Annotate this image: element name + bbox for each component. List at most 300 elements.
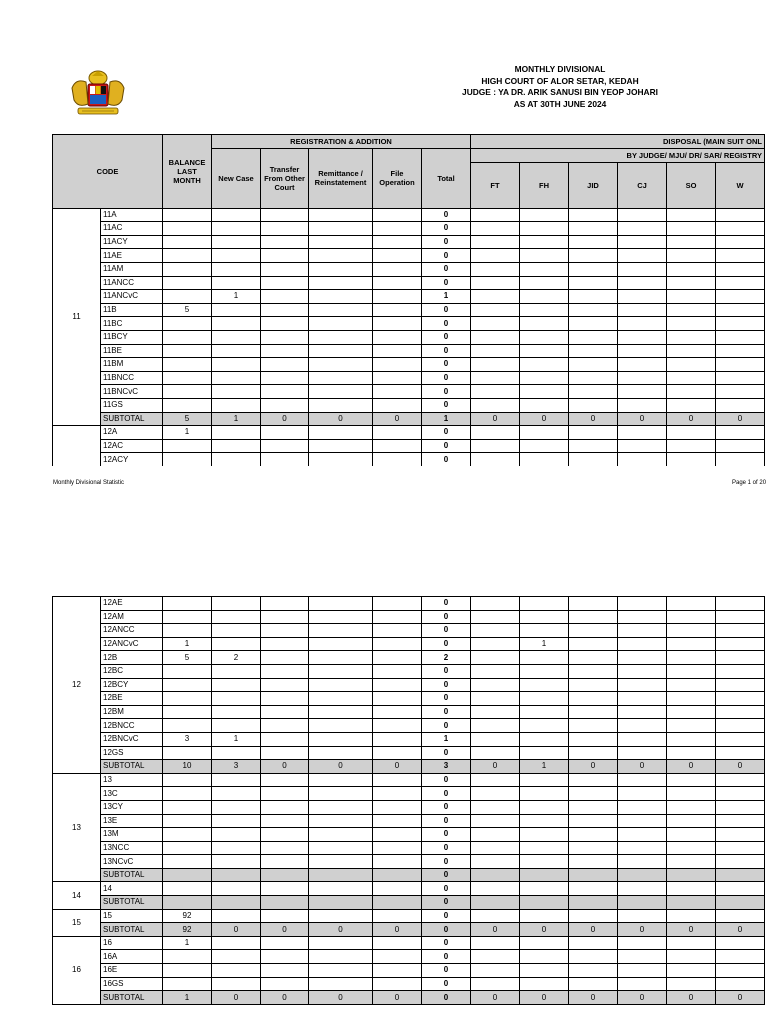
value-cell <box>618 814 667 828</box>
value-cell <box>716 276 765 290</box>
table-row <box>53 439 765 453</box>
total-cell: 0 <box>422 222 471 236</box>
value-cell <box>569 651 618 665</box>
value-cell <box>309 344 373 358</box>
value-cell <box>716 610 765 624</box>
value-cell <box>471 828 520 842</box>
value-cell <box>373 276 422 290</box>
value-cell <box>520 330 569 344</box>
total-cell: 0 <box>422 330 471 344</box>
value-cell <box>163 222 212 236</box>
value-cell <box>212 426 261 440</box>
code-cell: 11ACY <box>101 235 163 249</box>
total-cell: 0 <box>422 439 471 453</box>
table-row <box>53 705 765 719</box>
value-cell <box>716 208 765 222</box>
value-cell <box>667 692 716 706</box>
report-page-2 <box>0 596 768 1024</box>
value-cell <box>261 222 309 236</box>
code-cell: 11BM <box>101 358 163 372</box>
value-cell <box>309 787 373 801</box>
value-cell <box>309 950 373 964</box>
value-cell <box>471 371 520 385</box>
value-cell <box>716 371 765 385</box>
header-fh: FH <box>520 162 569 208</box>
value-cell <box>667 371 716 385</box>
value-cell <box>163 977 212 991</box>
table-viewport-1[interactable] <box>0 0 768 466</box>
value-cell <box>667 787 716 801</box>
value-cell <box>471 719 520 733</box>
value-cell <box>309 371 373 385</box>
value-cell <box>163 664 212 678</box>
value-cell <box>716 597 765 611</box>
code-cell: 13M <box>101 828 163 842</box>
value-cell <box>471 222 520 236</box>
value-cell <box>261 882 309 896</box>
value-cell: 92 <box>163 909 212 923</box>
value-cell <box>471 773 520 787</box>
value-cell <box>261 235 309 249</box>
value-cell <box>471 964 520 978</box>
value-cell <box>373 664 422 678</box>
title-line-3: JUDGE : YA DR. ARIK SANUSI BIN YEOP JOHARI <box>462 87 658 98</box>
value-cell <box>471 909 520 923</box>
value-cell <box>667 868 716 882</box>
value-cell <box>471 453 520 466</box>
header-disposal-sub: BY JUDGE/ MJU/ DR/ SAR/ REGISTRY <box>471 149 765 163</box>
total-cell: 0 <box>422 977 471 991</box>
code-cell: 12B <box>101 651 163 665</box>
table-body-page-1 <box>53 208 765 466</box>
report-page-1 <box>0 0 768 500</box>
code-cell: 12AM <box>101 610 163 624</box>
value-cell <box>163 882 212 896</box>
code-cell: 12BNCC <box>101 719 163 733</box>
total-cell: 0 <box>422 964 471 978</box>
value-cell <box>716 678 765 692</box>
value-cell <box>618 977 667 991</box>
value-cell <box>667 385 716 399</box>
value-cell <box>716 249 765 263</box>
value-cell: 0 <box>309 923 373 937</box>
value-cell <box>667 637 716 651</box>
value-cell <box>163 610 212 624</box>
header-jid: JID <box>569 162 618 208</box>
value-cell <box>163 398 212 412</box>
value-cell <box>212 964 261 978</box>
value-cell <box>569 358 618 372</box>
table-row <box>53 664 765 678</box>
code-cell: 11ANCvC <box>101 290 163 304</box>
table-row <box>53 800 765 814</box>
group-code-cell <box>53 426 101 466</box>
group-code-cell: 12 <box>53 597 101 774</box>
code-cell: 12GS <box>101 746 163 760</box>
value-cell: 1 <box>163 637 212 651</box>
value-cell <box>520 276 569 290</box>
subtotal-row <box>53 896 765 910</box>
value-cell <box>309 705 373 719</box>
value-cell <box>373 385 422 399</box>
value-cell <box>618 746 667 760</box>
total-cell: 0 <box>422 624 471 638</box>
value-cell <box>309 439 373 453</box>
value-cell <box>716 262 765 276</box>
value-cell <box>569 977 618 991</box>
value-cell <box>309 208 373 222</box>
group-code-cell: 13 <box>53 773 101 882</box>
value-cell <box>212 385 261 399</box>
value-cell <box>212 950 261 964</box>
value-cell <box>261 398 309 412</box>
value-cell <box>520 896 569 910</box>
value-cell <box>618 453 667 466</box>
value-cell <box>618 732 667 746</box>
value-cell <box>212 868 261 882</box>
value-cell <box>309 290 373 304</box>
value-cell <box>309 841 373 855</box>
value-cell <box>569 330 618 344</box>
value-cell <box>471 303 520 317</box>
value-cell <box>309 597 373 611</box>
value-cell <box>163 746 212 760</box>
value-cell <box>667 624 716 638</box>
total-cell: 0 <box>422 746 471 760</box>
table-row <box>53 651 765 665</box>
value-cell <box>618 964 667 978</box>
value-cell <box>163 385 212 399</box>
table-row <box>53 719 765 733</box>
value-cell <box>261 814 309 828</box>
code-cell: 11BCY <box>101 330 163 344</box>
value-cell <box>212 692 261 706</box>
code-cell: 11BNCvC <box>101 385 163 399</box>
value-cell: 0 <box>569 923 618 937</box>
value-cell <box>569 624 618 638</box>
code-cell: 11A <box>101 208 163 222</box>
value-cell: 1 <box>212 412 261 426</box>
value-cell <box>520 235 569 249</box>
value-cell <box>618 290 667 304</box>
value-cell <box>261 317 309 331</box>
value-cell <box>569 371 618 385</box>
value-cell <box>471 262 520 276</box>
value-cell <box>163 692 212 706</box>
value-cell <box>373 235 422 249</box>
value-cell <box>212 828 261 842</box>
table-row <box>53 787 765 801</box>
table-row <box>53 276 765 290</box>
total-cell: 0 <box>422 909 471 923</box>
value-cell <box>618 637 667 651</box>
value-cell <box>520 303 569 317</box>
value-cell <box>163 896 212 910</box>
value-cell <box>618 705 667 719</box>
total-cell: 0 <box>422 276 471 290</box>
value-cell: 0 <box>261 923 309 937</box>
value-cell <box>520 705 569 719</box>
value-cell <box>373 692 422 706</box>
value-cell <box>373 317 422 331</box>
value-cell <box>212 398 261 412</box>
value-cell <box>309 692 373 706</box>
value-cell <box>569 317 618 331</box>
table-row <box>53 610 765 624</box>
value-cell: 3 <box>212 760 261 774</box>
value-cell <box>309 262 373 276</box>
value-cell: 0 <box>716 412 765 426</box>
value-cell: 0 <box>471 412 520 426</box>
value-cell <box>569 276 618 290</box>
value-cell <box>212 678 261 692</box>
table-row <box>53 208 765 222</box>
value-cell <box>520 773 569 787</box>
code-cell: 13NCC <box>101 841 163 855</box>
value-cell <box>261 624 309 638</box>
value-cell <box>618 371 667 385</box>
value-cell <box>569 235 618 249</box>
code-cell: 15 <box>101 909 163 923</box>
value-cell <box>716 358 765 372</box>
header-code: CODE <box>53 135 163 209</box>
value-cell <box>309 610 373 624</box>
value-cell <box>716 235 765 249</box>
code-cell: 12BNCvC <box>101 732 163 746</box>
group-code-cell: 14 <box>53 882 101 909</box>
total-cell: 0 <box>422 800 471 814</box>
value-cell <box>261 705 309 719</box>
value-cell <box>618 719 667 733</box>
value-cell <box>569 814 618 828</box>
group-code-cell: 15 <box>53 909 101 936</box>
value-cell <box>373 841 422 855</box>
total-cell: 0 <box>422 787 471 801</box>
value-cell <box>261 664 309 678</box>
header-total: Total <box>422 149 471 209</box>
total-cell: 0 <box>422 868 471 882</box>
value-cell <box>261 977 309 991</box>
code-cell: 13C <box>101 787 163 801</box>
value-cell <box>212 276 261 290</box>
footer-label: Monthly Divisional Statistic <box>53 480 125 486</box>
value-cell <box>667 317 716 331</box>
value-cell <box>163 828 212 842</box>
value-cell <box>569 664 618 678</box>
total-cell: 0 <box>422 385 471 399</box>
table-row <box>53 222 765 236</box>
value-cell <box>261 964 309 978</box>
value-cell: 0 <box>212 991 261 1005</box>
value-cell <box>520 624 569 638</box>
value-cell <box>212 330 261 344</box>
value-cell <box>569 882 618 896</box>
table-row <box>53 692 765 706</box>
total-cell: 0 <box>422 344 471 358</box>
total-cell: 1 <box>422 732 471 746</box>
value-cell <box>261 439 309 453</box>
value-cell: 0 <box>373 923 422 937</box>
value-cell <box>618 692 667 706</box>
value-cell <box>261 773 309 787</box>
table-row <box>53 841 765 855</box>
value-cell <box>163 705 212 719</box>
value-cell <box>471 637 520 651</box>
value-cell <box>261 303 309 317</box>
table-viewport-2[interactable] <box>0 596 768 1024</box>
value-cell <box>618 249 667 263</box>
value-cell <box>716 855 765 869</box>
value-cell <box>309 249 373 263</box>
value-cell <box>212 773 261 787</box>
value-cell <box>716 637 765 651</box>
value-cell <box>569 290 618 304</box>
table-row <box>53 597 765 611</box>
value-cell <box>471 705 520 719</box>
value-cell <box>212 746 261 760</box>
value-cell <box>212 936 261 950</box>
value-cell <box>163 814 212 828</box>
value-cell <box>716 624 765 638</box>
value-cell <box>520 610 569 624</box>
value-cell <box>667 977 716 991</box>
header-remittance: Remittance / Reinstatement <box>309 149 373 209</box>
header-cj: CJ <box>618 162 667 208</box>
code-cell: 12ANCC <box>101 624 163 638</box>
value-cell <box>471 317 520 331</box>
value-cell <box>261 800 309 814</box>
value-cell <box>309 678 373 692</box>
value-cell <box>471 664 520 678</box>
value-cell <box>309 977 373 991</box>
code-cell: SUBTOTAL <box>101 868 163 882</box>
total-cell: 0 <box>422 705 471 719</box>
value-cell <box>163 964 212 978</box>
value-cell <box>309 453 373 466</box>
value-cell <box>569 705 618 719</box>
value-cell <box>163 773 212 787</box>
value-cell <box>569 439 618 453</box>
value-cell <box>261 746 309 760</box>
value-cell <box>261 855 309 869</box>
value-cell <box>716 317 765 331</box>
value-cell <box>520 950 569 964</box>
table-row <box>53 909 765 923</box>
value-cell: 1 <box>163 936 212 950</box>
value-cell <box>471 208 520 222</box>
value-cell <box>309 624 373 638</box>
value-cell: 0 <box>373 412 422 426</box>
value-cell <box>373 800 422 814</box>
value-cell <box>667 800 716 814</box>
value-cell <box>569 787 618 801</box>
value-cell <box>261 208 309 222</box>
table-row <box>53 624 765 638</box>
total-cell: 0 <box>422 249 471 263</box>
value-cell <box>520 651 569 665</box>
value-cell <box>309 664 373 678</box>
value-cell <box>373 637 422 651</box>
value-cell <box>716 787 765 801</box>
value-cell: 0 <box>520 412 569 426</box>
value-cell <box>261 358 309 372</box>
value-cell <box>471 950 520 964</box>
code-cell: 11BC <box>101 317 163 331</box>
value-cell <box>569 692 618 706</box>
value-cell <box>618 262 667 276</box>
total-cell: 0 <box>422 950 471 964</box>
value-cell <box>309 773 373 787</box>
value-cell <box>569 936 618 950</box>
value-cell <box>520 344 569 358</box>
value-cell: 0 <box>309 760 373 774</box>
value-cell <box>520 800 569 814</box>
value-cell <box>373 597 422 611</box>
header-transfer: Transfer From Other Court <box>261 149 309 209</box>
value-cell <box>569 249 618 263</box>
value-cell <box>373 977 422 991</box>
total-cell: 0 <box>422 426 471 440</box>
value-cell <box>618 398 667 412</box>
value-cell <box>163 855 212 869</box>
value-cell <box>309 317 373 331</box>
value-cell <box>618 624 667 638</box>
value-cell <box>569 385 618 399</box>
value-cell <box>618 909 667 923</box>
value-cell <box>471 882 520 896</box>
value-cell <box>569 453 618 466</box>
total-cell: 0 <box>422 303 471 317</box>
value-cell <box>520 385 569 399</box>
value-cell <box>667 828 716 842</box>
value-cell <box>163 678 212 692</box>
table-row <box>53 371 765 385</box>
table-row <box>53 814 765 828</box>
subtotal-row <box>53 412 765 426</box>
value-cell <box>667 358 716 372</box>
value-cell <box>471 385 520 399</box>
value-cell <box>520 909 569 923</box>
value-cell <box>163 235 212 249</box>
value-cell <box>716 705 765 719</box>
value-cell <box>667 896 716 910</box>
table-row <box>53 936 765 950</box>
table-row <box>53 249 765 263</box>
value-cell <box>163 597 212 611</box>
value-cell <box>569 398 618 412</box>
value-cell <box>569 828 618 842</box>
value-cell <box>569 610 618 624</box>
value-cell <box>373 732 422 746</box>
value-cell: 0 <box>618 923 667 937</box>
value-cell <box>520 439 569 453</box>
value-cell <box>261 426 309 440</box>
value-cell <box>373 222 422 236</box>
table-row <box>53 746 765 760</box>
value-cell <box>471 936 520 950</box>
value-cell: 0 <box>520 923 569 937</box>
table-row <box>53 732 765 746</box>
total-cell: 0 <box>422 828 471 842</box>
value-cell <box>520 426 569 440</box>
header-new-case: New Case <box>212 149 261 209</box>
value-cell <box>471 746 520 760</box>
value-cell <box>618 208 667 222</box>
value-cell <box>667 678 716 692</box>
code-cell: SUBTOTAL <box>101 923 163 937</box>
value-cell <box>471 439 520 453</box>
code-cell: 12AE <box>101 597 163 611</box>
